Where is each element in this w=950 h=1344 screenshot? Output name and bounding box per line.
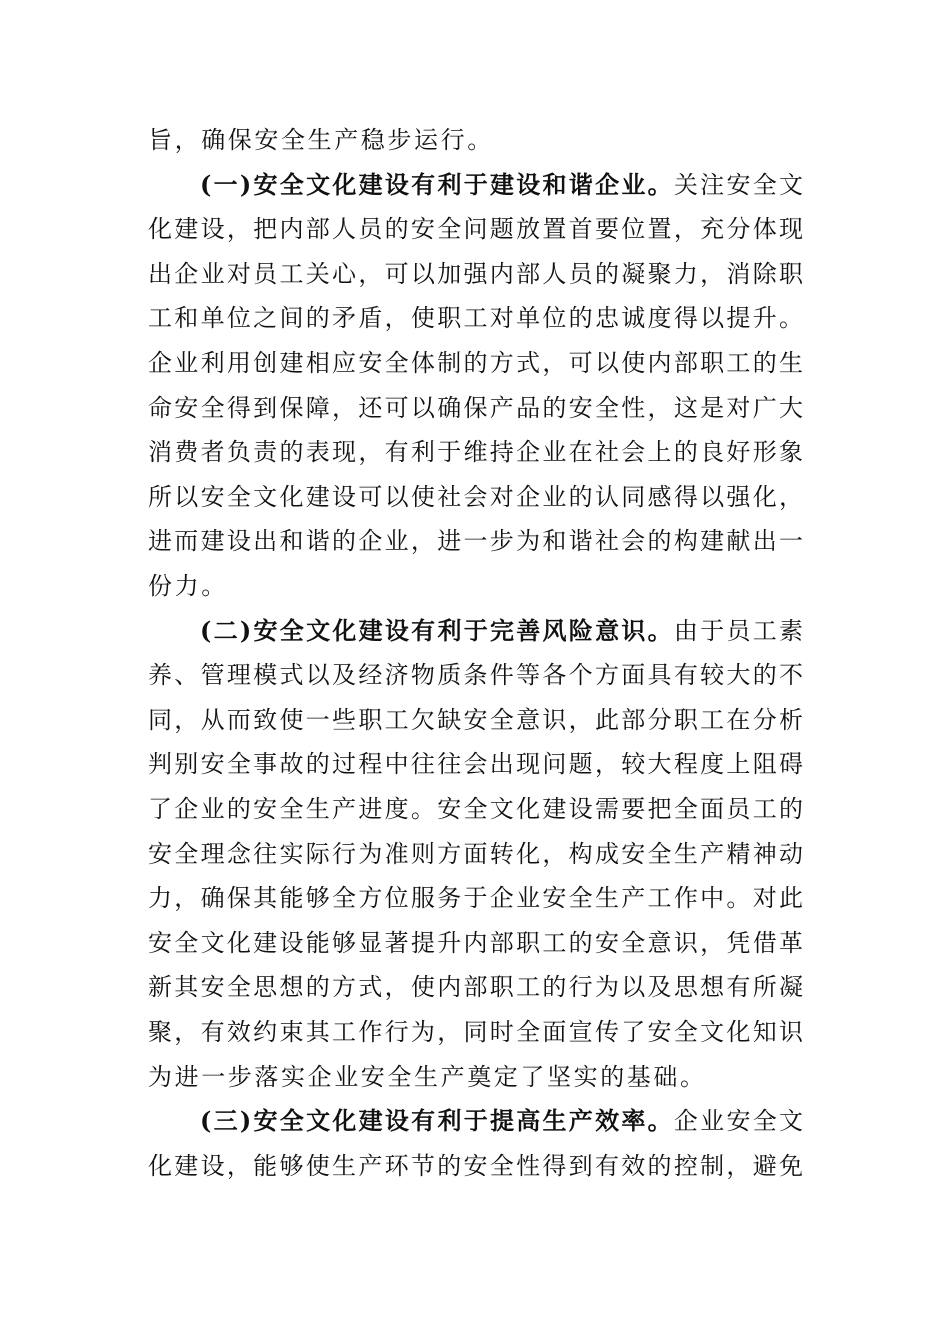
section-heading: (三)安全文化建设有利于提高生产效率。: [200, 1106, 674, 1136]
text-line: 安全文化建设能够显著提升内部职工的安全意识，凭借革: [148, 928, 803, 957]
text-line: 化建设，把内部人员的安全问题放置首要位置，充分体现: [148, 215, 803, 244]
paragraph-text: 由于员工素: [673, 616, 803, 645]
text-line: 了企业的安全生产进度。安全文化建设需要把全面员工的: [148, 795, 803, 823]
paragraph-text: 企业安全文: [673, 1107, 803, 1136]
text-line: 出企业对员工关心，可以加强内部人员的凝聚力，消除职: [148, 259, 803, 288]
text-line: [200, 1105, 803, 1137]
text-line: 企业利用创建相应安全体制的方式，可以使内部职工的生: [148, 349, 803, 377]
text-line: 份力。: [148, 572, 228, 600]
text-line: 消费者负责的表现，有利于维持企业在社会上的良好形象: [148, 438, 803, 467]
text-line: 进而建设出和谐的企业，进一步为和谐社会的构建献出一: [148, 527, 803, 556]
text-line: 为进一步落实企业安全生产奠定了坚实的基础。: [148, 1062, 707, 1091]
text-line: 同，从而致使一些职工欠缺安全意识，此部分职工在分析: [148, 705, 803, 734]
text-line: 判别安全事故的过程中往往会出现问题，较大程度上阻碍: [148, 750, 803, 779]
text-line: 力，确保其能够全方位服务于企业安全生产工作中。对此: [148, 884, 803, 913]
section-heading: (一)安全文化建设有利于建设和谐企业。: [200, 169, 674, 199]
text-line: 新其安全思想的方式，使内部职工的行为以及思想有所凝: [148, 973, 803, 1002]
text-line: 安全理念往实际行为准则方面转化，构成安全生产精神动: [148, 839, 803, 868]
text-line: 所以安全文化建设可以使社会对企业的认同感得以强化，: [148, 482, 803, 511]
text-line: 养、管理模式以及经济物质条件等各个方面具有较大的不: [148, 661, 803, 690]
text-line: 旨，确保安全生产稳步运行。: [148, 126, 494, 154]
paragraph-text: 关注安全文: [673, 170, 803, 199]
text-line: 聚，有效约束其工作行为，同时全面宣传了安全文化知识: [148, 1018, 803, 1046]
text-line: 工和单位之间的矛盾，使职工对单位的忠诚度得以提升。: [148, 304, 803, 333]
text-line: 化建设，能够使生产环节的安全性得到有效的控制，避免: [148, 1151, 803, 1180]
text-line: [200, 615, 803, 647]
section-heading: (二)安全文化建设有利于完善风险意识。: [200, 615, 674, 645]
text-line: [200, 169, 803, 201]
text-line: 命安全得到保障，还可以确保产品的安全性，这是对广大: [148, 393, 803, 422]
